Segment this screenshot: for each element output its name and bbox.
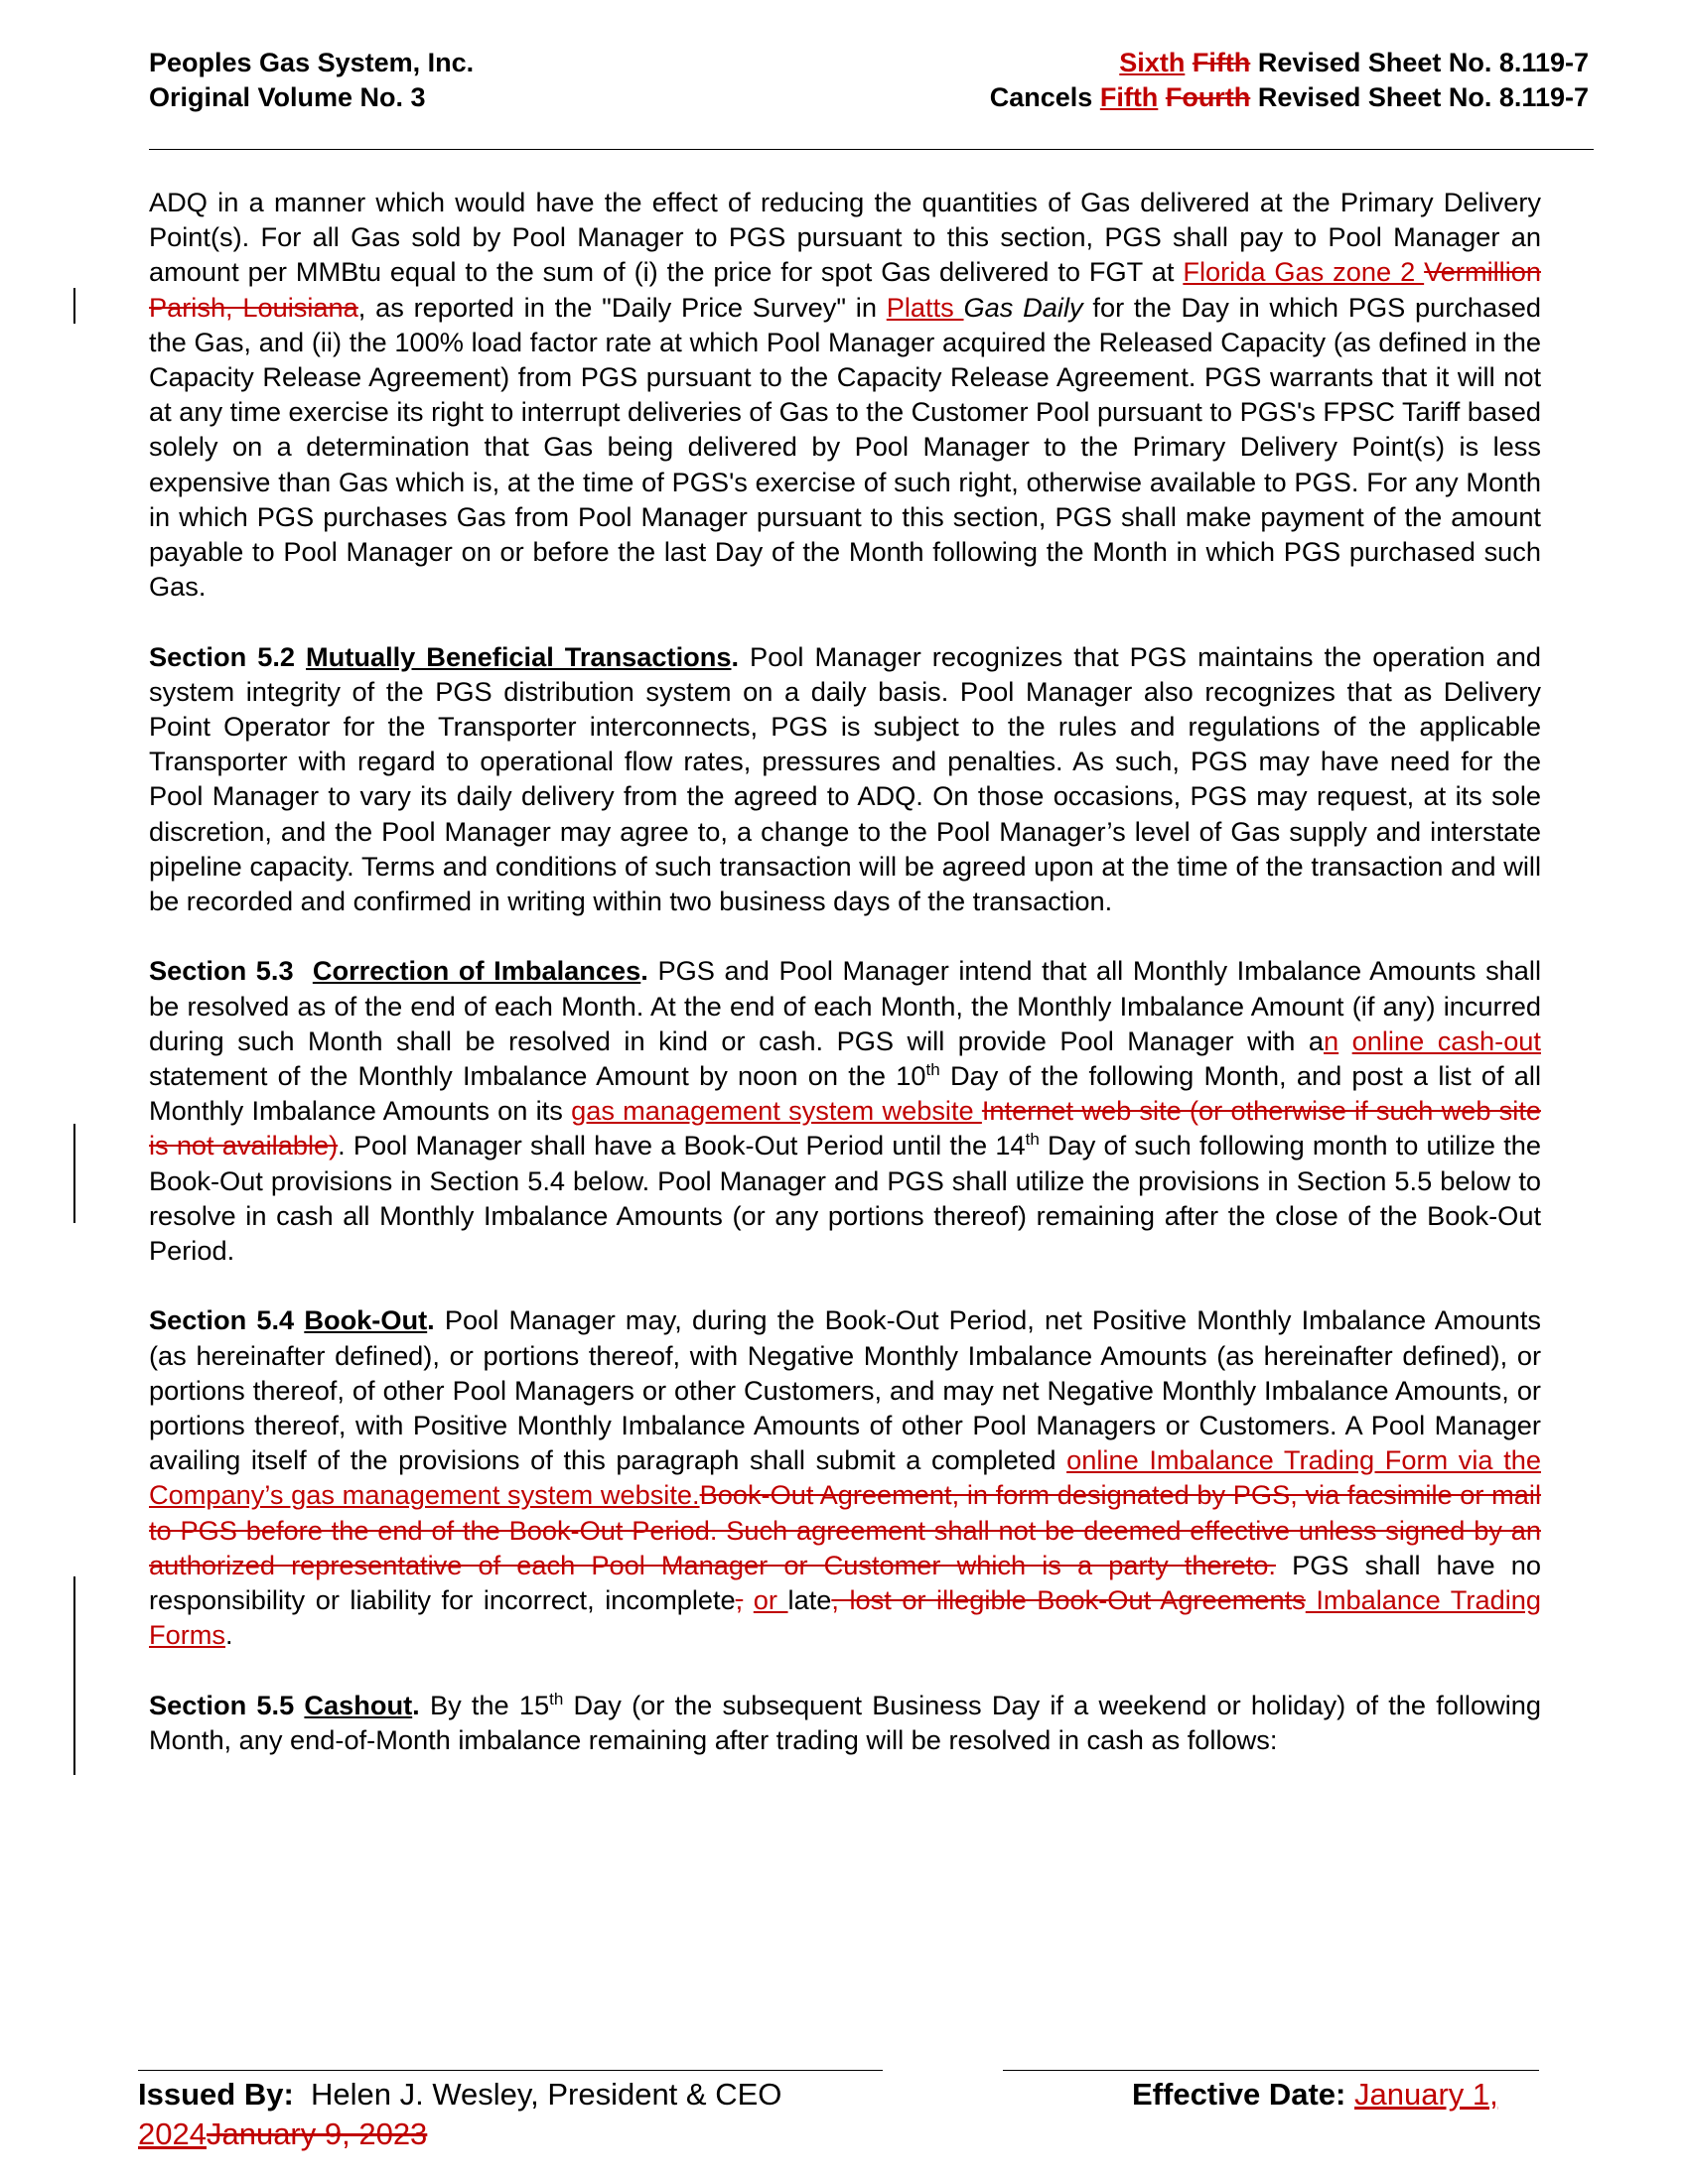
section-5-4: Section 5.4 Book-Out. Pool Manager may, during the Book-Out Period, net Positive Monthly Imbalance Amounts (as hereinafter defined), or portions thereof, with Negative Monthly Imbalance Amounts (as hereinafter defined), or portions thereof, of other Pool Managers or other Customers, and may net Negative Monthly Imbalance Amounts, or portions thereof, with Positive Monthly Imbalance Amounts of other Pool Managers or Customers. A Pool Manager availing itself of the provisions of this paragraph shall submit a completed online Imbalance Trading Form via the Company’s gas management system website.Book-Out Agreement, in form designated by PGS, via facsimile or mail to PGS before the end of the Book-Out Period. Such agreement shall not be deemed effective unless signed by an authorized representative of each Pool Manager or Customer which is a party thereto. PGS shall have no responsibility or liability for incorrect, incomplete, or late, lost or illegible Book-Out Agreements Imbalance Trading Forms. bbox=[149, 1304, 1542, 1651]
inserted-text: Florida Gas zone 2 bbox=[1183, 256, 1425, 288]
issued-label: Issued By: bbox=[138, 2077, 294, 2112]
company-name: Peoples Gas System, Inc. bbox=[149, 48, 475, 77]
deleted-text: Vermillion Parish, Louisiana bbox=[149, 256, 1541, 323]
inserted-text: n bbox=[1324, 1024, 1339, 1056]
volume-label: Original Volume No. 3 bbox=[149, 82, 426, 112]
effective-date bbox=[1132, 2075, 1498, 2115]
deleted-text: , lost or illegible Book-Out Agreements bbox=[831, 1584, 1306, 1616]
section-title: Cashout bbox=[304, 1689, 413, 1720]
inserted-text: online cash-out bbox=[1351, 1024, 1541, 1056]
section-label: Section 5.2 bbox=[149, 640, 296, 672]
cancels-rest: Revised Sheet No. 8.119-7 bbox=[1257, 82, 1589, 112]
sheet-rest: Revised Sheet No. 8.119-7 bbox=[1257, 48, 1589, 77]
effective-inserted: January 1, bbox=[1353, 2077, 1498, 2112]
header-right bbox=[990, 46, 1589, 115]
section-label: Section 5.3 bbox=[149, 955, 294, 987]
footer-divider-right bbox=[1003, 2070, 1539, 2071]
sheet-number bbox=[990, 46, 1589, 80]
section-title: Mutually Beneficial Transactions bbox=[306, 640, 732, 672]
section-label: Section 5.4 bbox=[149, 1304, 295, 1336]
paragraph-continuation: ADQ in a manner which would have the effect of reducing the quantities of Gas delivered at the Primary Delivery Point(s). For all Gas sold by Pool Manager to PGS pursuant to this section, PGS shall pay to Pool Manager an amount per MMBtu equal to the sum of (i) the price for spot Gas delivered to FGT at Florida Gas zone 2 Vermillion Parish, Louisiana, as reported in the "Daily Price Survey" in Platts Gas Daily for the Day in which PGS purchased the Gas, and (ii) the 100% load factor rate at which Pool Manager acquired the Released Capacity (as defined in the Capacity Release Agreement) from PGS pursuant to the Capacity Release Agreement. PGS warrants that it will not at any time exercise its right to interrupt deliveries of Gas to the Customer Pool pursuant to PGS's FPSC Tariff based solely on a determination that Gas being delivered by Pool Manager to the Primary Delivery Point(s) is less expensive than Gas which is, at the time of PGS's exercise of such right, otherwise available to PGS. For any Month in which PGS purchases Gas from Pool Manager pursuant to this section, PGS shall make payment of the amount payable to Pool Manager on or before the last Day of the Month following the Month in which PGS purchased such Gas. bbox=[149, 187, 1541, 603]
change-bar bbox=[73, 1576, 75, 1775]
deleted-text: Book-Out Agreement, in form designated by PGS, via facsimile or mail to PGS before the end of the Book-Out Period. Such agreement shall not be deemed effective unless signed by an authorized representative of each Pool Manager or Customer which is a party thereto. bbox=[149, 1479, 1542, 1580]
section-label: Section 5.5 bbox=[149, 1689, 295, 1720]
section-title: Correction of Imbalances bbox=[312, 955, 641, 987]
section-title: Book-Out bbox=[304, 1304, 428, 1336]
cancels-inserted: Fifth bbox=[1099, 82, 1159, 112]
sheet-deleted: Fifth bbox=[1192, 48, 1251, 77]
document-body bbox=[149, 185, 1541, 1792]
section-5-2: Section 5.2 Mutually Beneficial Transactions. Pool Manager recognizes that PGS maintains the operation and system integrity of the PGS distribution system on a daily basis. Pool Manager also recognizes that as Delivery Point Operator for the Transporter interconnects, PGS is subject to the rules and regulations of the applicable Transporter with regard to operational flow rates, pressures and penalties. As such, PGS may have need for the Pool Manager to vary its daily delivery from the agreed to ADQ. On those occasions, PGS may request, at its sole discretion, and the Pool Manager may agree to, a change to the Pool Manager’s level of Gas supply and interstate pipeline capacity. Terms and conditions of such transaction will be agreed upon at the time of the transaction and will be recorded and confirmed in writing within two business days of the transaction. bbox=[149, 640, 1542, 917]
inserted-text: gas management system website bbox=[571, 1095, 982, 1127]
header-divider bbox=[149, 149, 1594, 150]
deleted-text: Internet web site (or otherwise if such web site is not available) bbox=[149, 1095, 1541, 1161]
inserted-text: or bbox=[753, 1584, 788, 1616]
inserted-text: online Imbalance Trading Form via the Company’s gas management system website. bbox=[149, 1444, 1541, 1511]
change-bar bbox=[73, 288, 75, 324]
effective-date-continued bbox=[138, 2115, 427, 2154]
effective-deleted: January 9, 2023 bbox=[206, 2116, 428, 2151]
section-5-5: Section 5.5 Cashout. By the 15th Day (or the subsequent Business Day if a weekend or holiday) of the following Month, any end-of-Month imbalance remaining after trading will be resolved in cash as follows: bbox=[149, 1689, 1541, 1755]
effective-inserted-year: 2024 bbox=[138, 2116, 207, 2151]
issued-by bbox=[138, 2075, 781, 2115]
sheet-inserted: Sixth bbox=[1119, 48, 1186, 77]
cancels-deleted: Fourth bbox=[1165, 82, 1251, 112]
publication-title: Gas Daily bbox=[963, 291, 1083, 323]
effective-label: Effective Date: bbox=[1132, 2077, 1346, 2112]
footer-divider-left bbox=[138, 2070, 883, 2071]
cancels-line bbox=[990, 80, 1589, 115]
issued-name: Helen J. Wesley, President & CEO bbox=[293, 2077, 782, 2112]
cancels-prefix: Cancels bbox=[989, 82, 1093, 112]
change-bar bbox=[73, 1124, 75, 1223]
header-left bbox=[149, 46, 474, 115]
inserted-text: Platts bbox=[886, 291, 964, 323]
inserted-text: Imbalance Trading Forms bbox=[149, 1584, 1541, 1651]
deleted-text: , bbox=[735, 1584, 744, 1616]
section-5-3: Section 5.3 Correction of Imbalances. PGS and Pool Manager intend that all Monthly Imbalance Amounts shall be resolved as of the end of each Month. At the end of each Month, the Monthly Imbalance Amount (if any) incurred during such Month shall be resolved in kind or cash. PGS will provide Pool Manager with an online cash-out statement of the Monthly Imbalance Amount by noon on the 10th Day of the following Month, and post a list of all Monthly Imbalance Amounts on its gas management system website Internet web site (or otherwise if such web site is not available). Pool Manager shall have a Book-Out Period until the 14th Day of such following month to utilize the Book-Out provisions in Section 5.4 below. Pool Manager and PGS shall utilize the provisions in Section 5.5 below to resolve in cash all Monthly Imbalance Amounts (or any portions thereof) remaining after the close of the Book-Out Period. bbox=[149, 955, 1542, 1267]
